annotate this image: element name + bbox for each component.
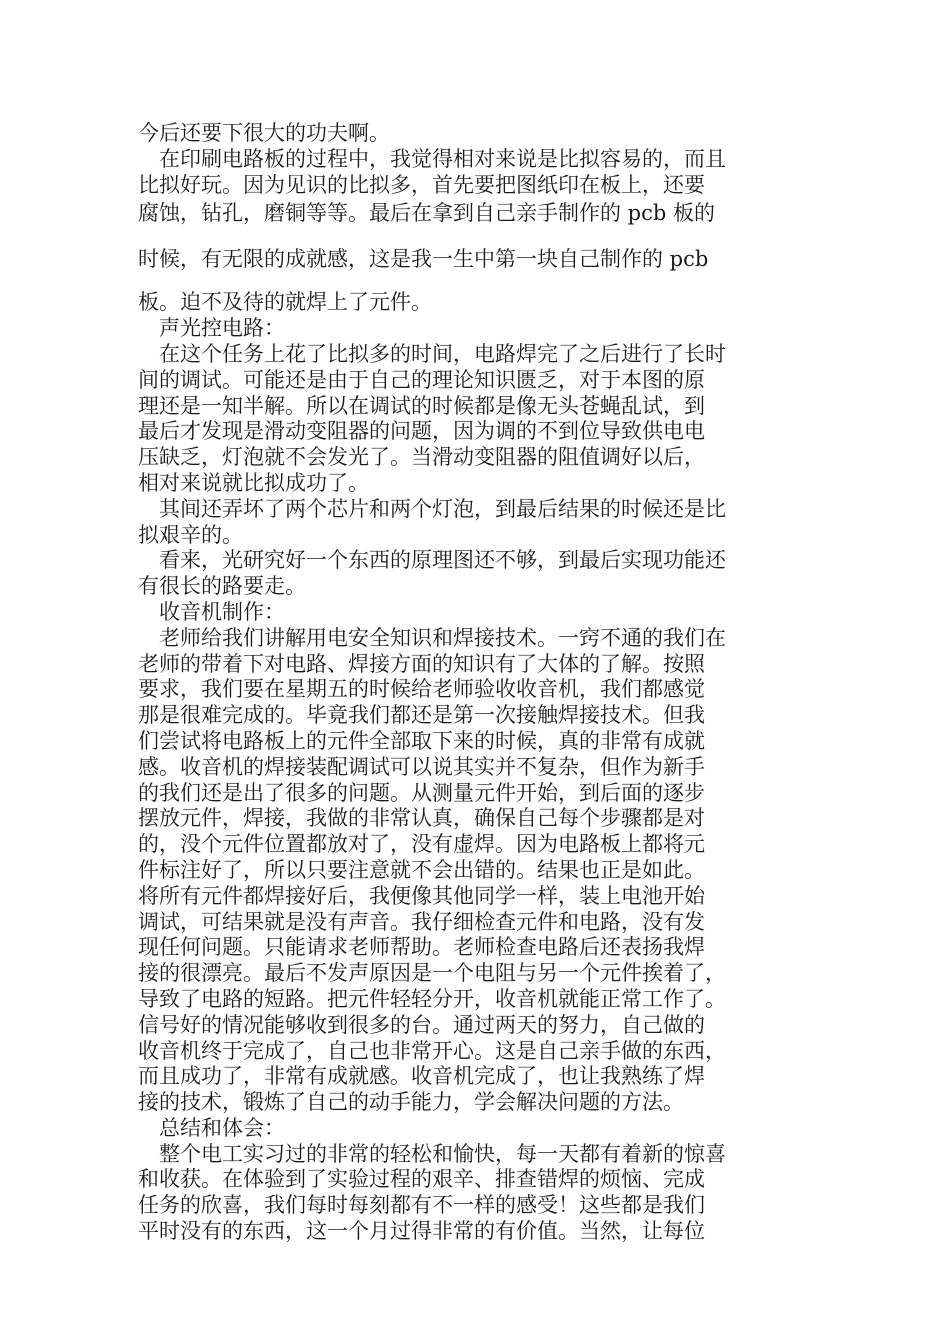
section-heading: 声光控电路：: [138, 316, 285, 341]
text-line: 感。收音机的焊接装配调试可以说其实并不复杂，但作为新手: [138, 754, 705, 779]
text-line: 摆放元件，焊接，我做的非常认真，确保自己每个步骤都是对: [138, 806, 705, 831]
text-line: 最后才发现是滑动变阻器的问题，因为调的不到位导致供电电: [138, 419, 705, 444]
text-line: 板。迫不及待的就焊上了元件。: [138, 290, 432, 315]
text-line: 要求，我们要在星期五的时候给老师验收收音机，我们都感觉: [138, 677, 705, 702]
text-line: 和收获。在体验到了实验过程的艰辛、排查错焊的烦恼、完成: [138, 1167, 705, 1192]
text-line: 任务的欣喜，我们每时每刻都有不一样的感受！这些都是我们: [138, 1193, 705, 1218]
text-line: 时候，有无限的成就感，这是我一生中第一块自己制作的 pcb: [138, 247, 709, 272]
text-line: 的，没个元件位置都放对了，没有虚焊。因为电路板上都将元: [138, 832, 705, 857]
text-line: 今后还要下很大的功夫啊。: [138, 121, 390, 145]
text-line: 接的很漂亮。最后不发声原因是一个电阻与另一个元件挨着了，: [138, 961, 726, 986]
text-line: 压缺乏，灯泡就不会发光了。当滑动变阻器的阻值调好以后，: [138, 445, 705, 470]
text-line: 信号好的情况能够收到很多的台。通过两天的努力，自己做的: [138, 1012, 705, 1037]
text-line: 相对来说就比拟成功了。: [138, 470, 369, 495]
text-line: 老师给我们讲解用电安全知识和焊接技术。一窍不通的我们在: [138, 625, 726, 650]
text-line: 将所有元件都焊接好后，我便像其他同学一样，装上电池开始: [138, 883, 705, 908]
text-line: 现任何问题。只能请求老师帮助。老师检查电路后还表扬我焊: [138, 935, 705, 960]
text-line: 们尝试将电路板上的元件全部取下来的时候，真的非常有成就: [138, 728, 705, 753]
text-line: 看来，光研究好一个东西的原理图还不够，到最后实现功能还: [138, 548, 726, 573]
text-line: 那是很难完成的。毕竟我们都还是第一次接触焊接技术。但我: [138, 703, 705, 728]
text-line: 拟艰辛的。: [138, 522, 243, 547]
text-line: 老师的带着下对电路、焊接方面的知识有了大体的了解。按照: [138, 651, 705, 676]
text-line: 的我们还是出了很多的问题。从测量元件开始，到后面的逐步: [138, 780, 705, 805]
text-line: 件标注好了，所以只要注意就不会出错的。结果也正是如此。: [138, 857, 705, 882]
text-line: 整个电工实习过的非常的轻松和愉快，每一天都有着新的惊喜: [138, 1141, 726, 1166]
section-heading: 总结和体会：: [138, 1115, 285, 1140]
text-line: 在印刷电路板的过程中，我觉得相对来说是比拟容易的，而且: [138, 146, 726, 171]
text-line: 而且成功了，非常有成就感。收音机完成了，也让我熟练了焊: [138, 1064, 705, 1089]
text-line: 间的调试。可能还是由于自己的理论知识匮乏，对于本图的原: [138, 367, 705, 392]
text-line: 平时没有的东西，这一个月过得非常的有价值。当然，让每位: [138, 1219, 705, 1244]
text-line: 理还是一知半解。所以在调试的时候都是像无头苍蝇乱试，到: [138, 393, 705, 418]
text-line: 接的技术，锻炼了自己的动手能力，学会解决问题的方法。: [138, 1090, 684, 1115]
text-line: 在这个任务上花了比拟多的时间，电路焊完了之后进行了长时: [138, 341, 726, 366]
text-line: 有很长的路要走。: [138, 574, 306, 599]
text-line: 导致了电路的短路。把元件轻轻分开，收音机就能正常工作了。: [138, 986, 726, 1011]
document-body: [138, 121, 816, 1245]
text-line: 调试，可结果就是没有声音。我仔细检查元件和电路，没有发: [138, 909, 705, 934]
text-line: 腐蚀，钻孔，磨铜等等。最后在拿到自己亲手制作的 pcb 板的: [138, 201, 715, 226]
text-line: 收音机终于完成了，自己也非常开心。这是自己亲手做的东西，: [138, 1038, 726, 1063]
text-line: 其间还弄坏了两个芯片和两个灯泡，到最后结果的时候还是比: [138, 496, 726, 521]
text-line: 比拟好玩。因为见识的比拟多，首先要把图纸印在板上，还要: [138, 172, 705, 197]
section-heading: 收音机制作：: [138, 599, 285, 624]
